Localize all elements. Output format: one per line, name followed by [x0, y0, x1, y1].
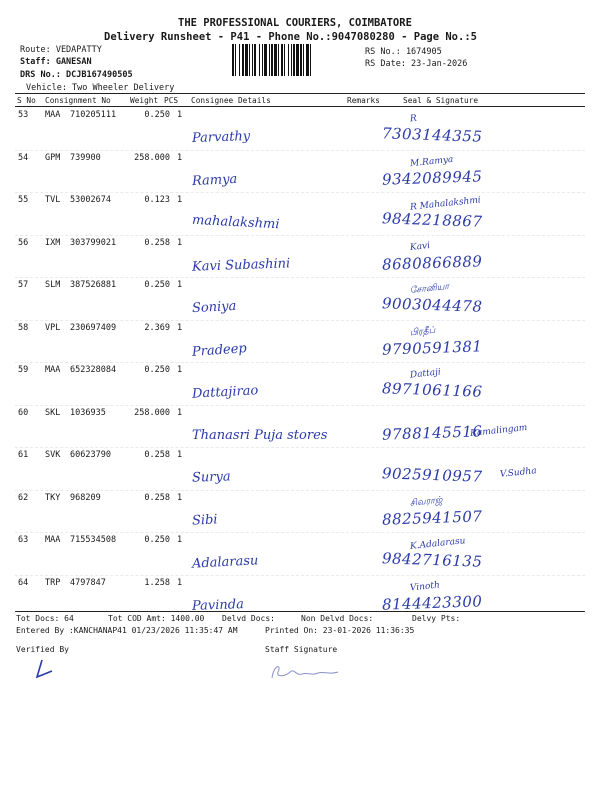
row-consignee-name: Kavi Subashini [191, 255, 291, 275]
row-phone: 8825941507 [381, 506, 483, 529]
rs-number: RS No.: 1674905 [365, 47, 442, 57]
row-divider [15, 447, 585, 448]
row-pcs: 1 [177, 365, 183, 375]
row-consignee-name: Ramya [191, 171, 238, 189]
row-signature: சிவராஜ் [409, 494, 443, 509]
row-weight: 1.258 [144, 577, 170, 588]
row-weight: 0.123 [144, 195, 170, 205]
row-weight: 258.000 [134, 407, 170, 418]
col-consignee: Consignee Details [191, 96, 271, 105]
row-consignment-code: VPL [45, 322, 61, 333]
row-signature: R Mahalakshmi [409, 195, 482, 213]
tot-docs: Tot Docs: 64 [16, 614, 74, 623]
row-consignment-number: 53002674 [70, 195, 111, 205]
row-pcs: 1 [177, 322, 183, 333]
company-title: THE PROFESSIONAL COURIERS, COIMBATORE [178, 17, 412, 29]
row-consignment-number: 652328084 [70, 365, 117, 375]
row-consignment-number: 968209 [70, 492, 101, 503]
row-phone: 9788145516 [381, 421, 483, 444]
footer-rule [15, 611, 585, 612]
row-pcs: 1 [177, 492, 183, 503]
row-consignment-code: SVK [45, 450, 61, 460]
row-consignment-code: TKY [45, 492, 61, 503]
row-divider [15, 320, 585, 321]
row-consignment-code: MAA [45, 110, 61, 120]
verified-by-label: Verified By [16, 645, 69, 654]
row-pcs: 1 [177, 110, 183, 120]
row-consignment-code: TRP [45, 577, 61, 588]
row-signature: Vinoth [409, 579, 441, 594]
row-consignee-name: Adalarasu [191, 553, 259, 572]
row-signature: K.Adalarasu [409, 536, 466, 552]
header-rule-bottom [15, 106, 585, 107]
row-phone: 9342089945 [381, 166, 483, 189]
row-phone: 8971061166 [381, 379, 483, 401]
row-sno: 61 [18, 450, 29, 460]
col-seal: Seal & Signature [403, 96, 479, 105]
row-weight: 258.000 [134, 152, 170, 163]
row-consignee-name: Pavinda [191, 596, 245, 614]
row-weight: 0.258 [144, 492, 170, 503]
row-pcs: 1 [177, 407, 183, 418]
row-divider [15, 277, 585, 278]
row-consignee-name: Soniya [191, 298, 237, 317]
row-consignment-code: MAA [45, 535, 61, 545]
row-pcs: 1 [177, 195, 183, 205]
staff: Staff: GANESAN [20, 57, 92, 67]
row-signature: Ramalingam [469, 422, 528, 439]
row-divider [15, 490, 585, 491]
staff-signature [268, 658, 348, 684]
row-pcs: 1 [177, 450, 183, 460]
delvd-docs: Delvd Docs: [222, 614, 275, 623]
row-divider [15, 405, 585, 406]
row-consignment-code: MAA [45, 365, 61, 375]
row-consignment-number: 1036935 [70, 407, 106, 418]
row-phone: 7303144355 [381, 124, 483, 146]
route: Route: VEDAPATTY [20, 45, 102, 55]
row-consignment-number: 739900 [70, 152, 101, 163]
row-phone: 9842716135 [381, 549, 483, 571]
runsheet-title: Delivery Runsheet - P41 - Phone No.:9047080280 - Page No.:5 [104, 31, 477, 43]
row-signature: V.Sudha [499, 466, 538, 480]
row-sno: 55 [18, 195, 29, 205]
row-sno: 57 [18, 280, 29, 290]
row-weight: 2.369 [144, 322, 170, 333]
row-sno: 63 [18, 535, 29, 545]
row-pcs: 1 [177, 535, 183, 545]
row-weight: 0.250 [144, 280, 170, 290]
row-signature: பிரதீப் [409, 325, 436, 338]
row-phone: 8680866889 [381, 251, 483, 274]
row-consignee-name: Parvathy [191, 128, 251, 147]
row-sno: 60 [18, 407, 29, 418]
row-divider [15, 575, 585, 576]
barcode [232, 44, 362, 76]
row-divider [15, 192, 585, 193]
row-weight: 0.250 [144, 535, 170, 545]
row-consignment-number: 387526881 [70, 280, 117, 290]
row-sno: 64 [18, 577, 29, 588]
col-sno: S No [17, 96, 36, 105]
row-consignment-code: TVL [45, 195, 61, 205]
row-sno: 56 [18, 237, 29, 248]
row-divider [15, 362, 585, 363]
row-divider [15, 150, 585, 151]
row-consignee-name: Thanasri Puja stores [192, 427, 328, 443]
drs-number: DRS No.: DCJB167490505 [20, 70, 133, 80]
row-phone: 9025910957 [381, 464, 483, 486]
row-consignment-number: 60623790 [70, 450, 111, 460]
staff-signature-label: Staff Signature [265, 645, 338, 654]
col-pcs: PCS [164, 96, 179, 105]
row-sno: 59 [18, 365, 29, 375]
row-sno: 54 [18, 152, 29, 163]
row-consignment-number: 303799021 [70, 237, 117, 248]
row-signature: M.Ramya [409, 154, 454, 169]
row-sno: 53 [18, 110, 29, 120]
row-signature: Dattaji [409, 367, 442, 381]
row-consignment-number: 4797847 [70, 577, 106, 588]
row-consignee-name: mahalakshmi [191, 212, 280, 233]
row-divider [15, 532, 585, 533]
vehicle: Vehicle: Two Wheeler Delivery [26, 83, 175, 93]
rs-date: RS Date: 23-Jan-2026 [365, 59, 468, 69]
row-consignment-code: SKL [45, 407, 61, 418]
row-consignment-number: 230697409 [70, 322, 117, 333]
row-phone: 9003044478 [381, 294, 483, 316]
delvy-pts: Delvy Pts: [412, 614, 461, 623]
row-phone: 8144423300 [381, 591, 483, 614]
entered-by: Entered By :KANCHANAP41 01/23/2026 11:35:47 AM [16, 626, 238, 635]
row-pcs: 1 [177, 237, 183, 248]
row-signature: R [409, 113, 418, 125]
row-sno: 58 [18, 322, 29, 333]
row-weight: 0.258 [144, 450, 170, 460]
row-consignment-number: 715534508 [70, 535, 117, 545]
row-pcs: 1 [177, 577, 183, 588]
row-pcs: 1 [177, 280, 183, 290]
verified-by-signature [28, 655, 68, 683]
row-weight: 0.250 [144, 110, 170, 120]
col-consignment: Consignment No [45, 96, 111, 105]
row-sno: 62 [18, 492, 29, 503]
row-phone: 9842218867 [381, 209, 483, 231]
row-consignment-code: SLM [45, 280, 61, 290]
row-signature: Kavi [409, 240, 431, 253]
row-consignment-number: 710205111 [70, 110, 117, 120]
col-remarks: Remarks [347, 96, 380, 105]
row-pcs: 1 [177, 152, 183, 163]
header-rule-top [15, 93, 585, 94]
row-consignment-code: GPM [45, 152, 61, 163]
row-weight: 0.258 [144, 237, 170, 248]
row-consignee-name: Surya [191, 469, 231, 486]
row-signature: சோனியா [409, 281, 450, 297]
row-consignee-name: Dattajirao [191, 383, 259, 402]
row-weight: 0.250 [144, 365, 170, 375]
row-consignment-code: IXM [45, 237, 61, 248]
printed-on: Printed On: 23-01-2026 11:36:35 [265, 626, 415, 635]
col-weight: Weight [130, 96, 159, 105]
row-consignee-name: Sibi [191, 511, 218, 529]
row-divider [15, 235, 585, 236]
non-delvd-docs: Non Delvd Docs: [301, 614, 374, 623]
tot-cod: Tot COD Amt: 1400.00 [108, 614, 205, 623]
row-phone: 9790591381 [381, 336, 483, 359]
row-consignee-name: Pradeep [191, 340, 248, 360]
